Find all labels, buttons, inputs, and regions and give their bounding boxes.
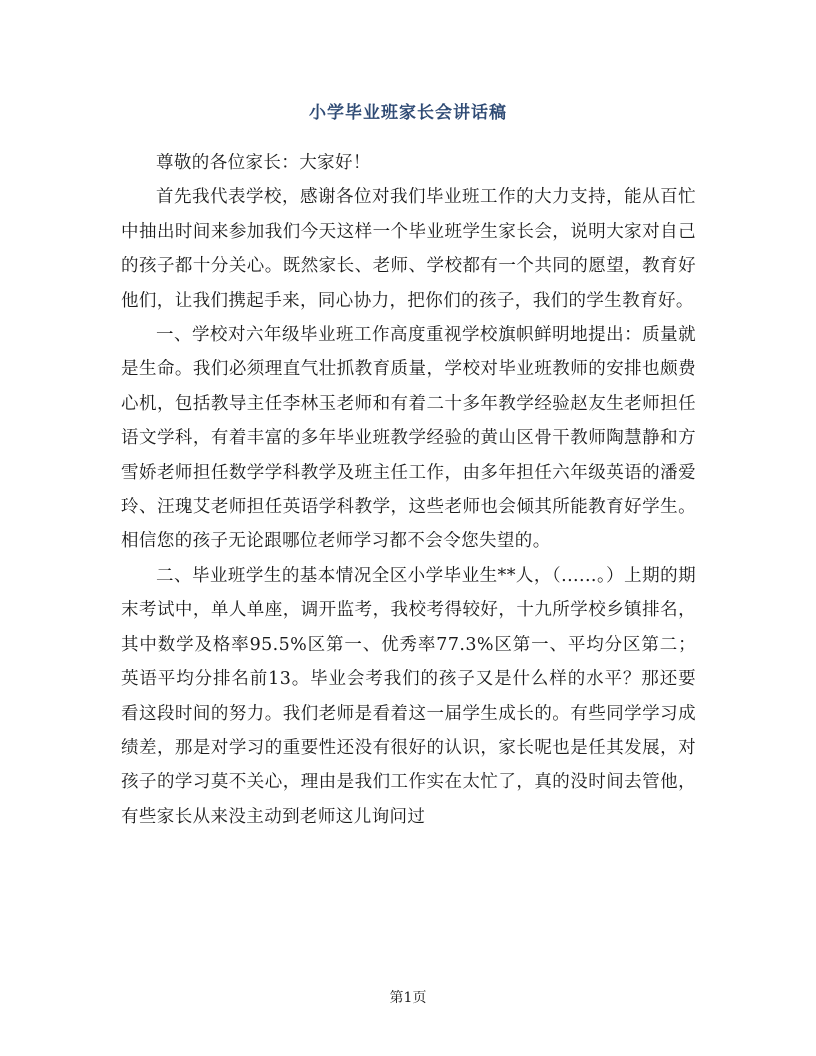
- paragraph-greeting: 尊敬的各位家长：大家好！: [156, 153, 371, 173]
- document-title: 小学毕业班家长会讲话稿: [309, 103, 507, 123]
- page-number: 第1页: [389, 990, 427, 1006]
- paragraph-intro: 首先我代表学校，感谢各位对我们毕业班工作的大力支持，能从百忙中抽出时间来参加我们今天这样一个毕业班学生家长会，说明大家对自己的孩子都十分关心。既然家长、老师、学校都有一个共同的愿望，教育好他们，让我们携起手来，同心协力，把你们的孩子，我们的学生教育好。: [121, 187, 696, 311]
- document-body: [121, 146, 696, 834]
- paragraph-section-one: 一、学校对六年级毕业班工作高度重视学校旗帜鲜明地提出：质量就是生命。我们必须理直气壮抓教育质量，学校对毕业班教师的安排也颇费心机，包括教导主任李林玉老师和有着二十多年教学经验赵友生老师担任语文学科，有着丰富的多年毕业班教学经验的黄山区骨干教师陶慧静和方雪娇老师担任数学学科教学及班主任工作，由多年担任六年级英语的潘爱玲、汪瑰艾老师担任英语学科教学，这些老师也会倾其所能教育好学生。相信您的孩子无论跟哪位老师学习都不会令您失望的。: [121, 325, 696, 552]
- paragraph-section-two: 二、毕业班学生的基本情况全区小学毕业生**人，（......。）上期的期末考试中，单人单座，调开监考，我校考得较好，十九所学校乡镇排名，其中数学及格率95.5%区第一、优秀率77.3%区第一、平均分区第二；英语平均分排名前13。毕业会考我们的孩子又是什么样的水平？那还要看这段时间的努力。我们老师是看着这一届学生成长的。有些同学学习成绩差，那是对学习的重要性还没有很好的认识，家长呢也是任其发展，对孩子的学习莫不关心，理由是我们工作实在太忙了，真的没时间去管他，有些家长从来没主动到老师这儿询问过: [121, 565, 696, 827]
